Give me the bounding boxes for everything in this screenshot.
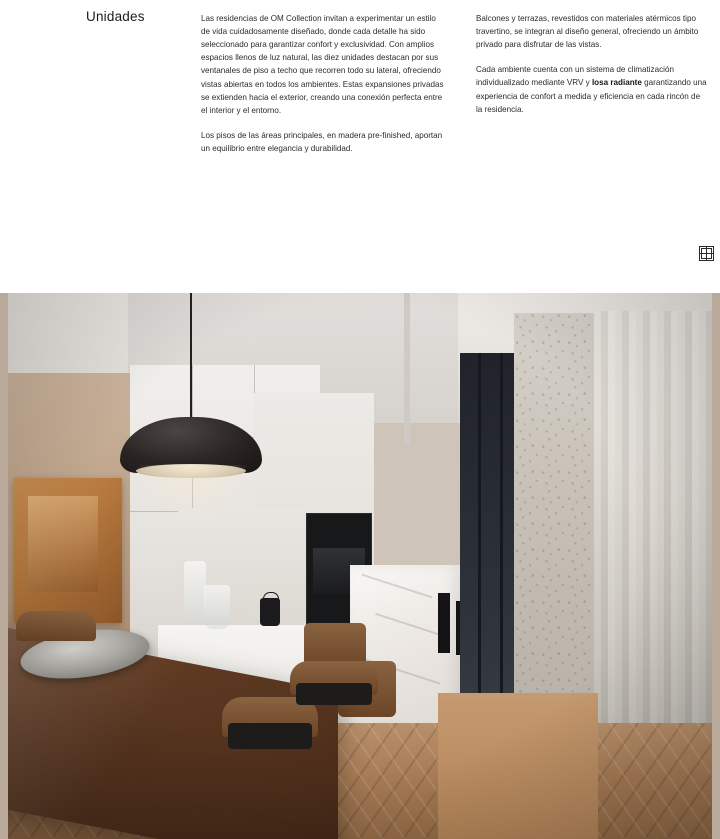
glass-carafe: [184, 561, 206, 621]
ceiling-beam: [404, 293, 410, 443]
dining-chair: [16, 611, 96, 641]
body-column-right: [476, 12, 708, 116]
marble-vein: [375, 613, 438, 635]
marble-vein: [362, 574, 433, 599]
paragraph: Las residencias de OM Collection invitan a experimentar un estilo de vida cuidadosamente diseñado, donde cada detalle ha sido seleccionado para garantizar confort y exclusividad. Con amplios espacios llenos de luz natural, las diez unidades destacan por sus ventanales de piso a techo que recorren todo su lateral, ofreciendo vistas abiertas en todos los ambientes. Estas expansiones privadas se extienden hacia el exterior, creando una conexión perfecta entre el interior y el entorno.: [201, 14, 444, 115]
wall-artwork: [14, 478, 122, 623]
drinking-glass: [204, 585, 230, 629]
paragraph: Balcones y terrazas, revestidos con materiales atérmicos tipo travertino, se integran al diseño general, ofreciendo un ámbito privado para disfrutar de las vistas.: [476, 14, 699, 50]
interior-photo: [0, 293, 720, 839]
paragraph: Los pisos de las áreas principales, en madera pre-finished, aportan un equilibrio entre elegancia y durabilidad.: [201, 130, 443, 153]
lamp-glow: [136, 465, 248, 525]
chair-seat: [296, 683, 372, 705]
kettle: [260, 598, 280, 626]
dining-chair: [290, 661, 378, 695]
text-section: [0, 0, 720, 292]
paragraph: Cada ambiente cuenta con un sistema de climatización individualizado mediante VRV y losa radiante garantizando una experiencia de confort a medida y eficiencia en cada rincón de la residencia.: [476, 65, 707, 114]
chair-seat: [228, 723, 312, 749]
body-column-left: [201, 12, 444, 155]
photo-frame: [8, 293, 712, 839]
bar-stool: [438, 593, 450, 653]
page-title: Unidades: [86, 9, 145, 24]
floor-mid-plane: [438, 693, 598, 839]
registration-mark-icon: [699, 246, 714, 261]
pendant-lamp-cord: [190, 293, 192, 421]
